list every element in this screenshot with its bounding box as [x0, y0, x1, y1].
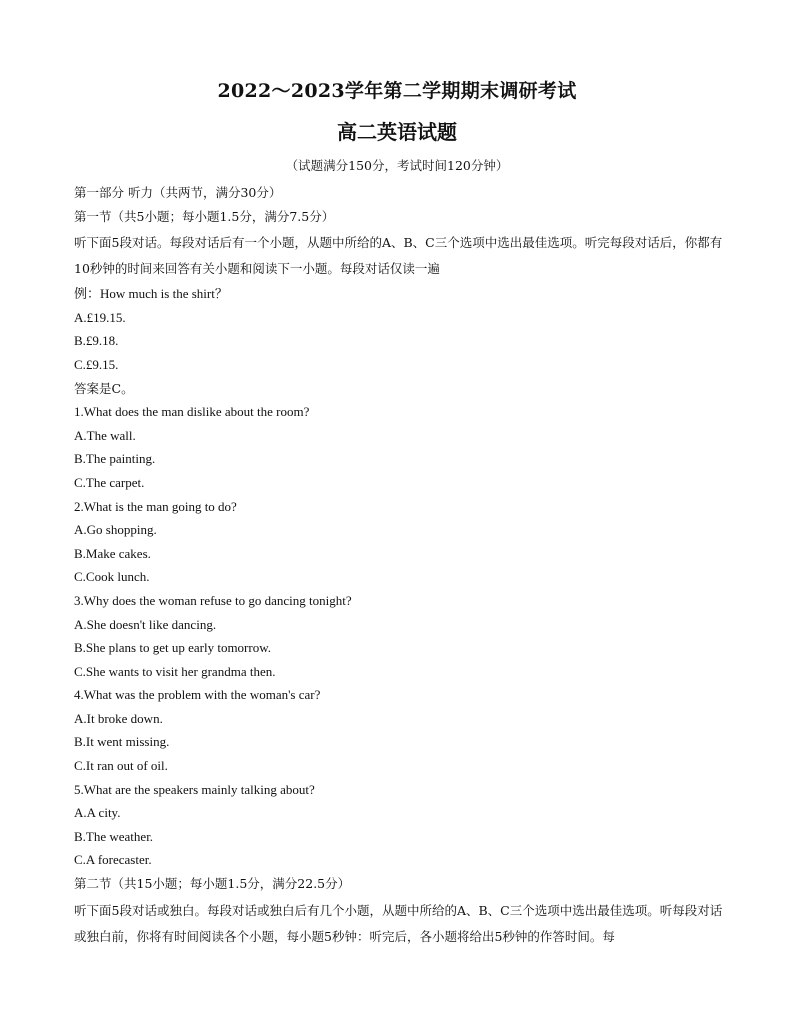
question-2: 2.What is the man going to do? — [74, 498, 237, 514]
example-option-c: C.£9.15. — [74, 356, 119, 372]
question-4-option-c: C.It ran out of oil. — [74, 758, 168, 774]
question-5-option-a: A.A city. — [74, 805, 121, 821]
example-option-b: B.£9.18. — [74, 333, 119, 349]
question-2-option-a: A.Go shopping. — [74, 522, 157, 538]
example-option-a: A.£19.15. — [74, 309, 126, 325]
example-answer: 答案是C。 — [74, 380, 134, 396]
example-question: 例：How much is the shirt？ — [74, 286, 228, 302]
question-5-option-b: B.The weather. — [74, 828, 154, 844]
question-2-option-c: C.Cook lunch. — [74, 569, 150, 585]
exam-title: 2022～2023学年第二学期期末调研考试 — [217, 80, 577, 102]
section2-heading: 第二节（共15小题；每小题1.5分，满分22.5分） — [74, 876, 351, 892]
part1-heading: 第一部分 听力（共两节，满分30分） — [74, 185, 282, 200]
exam-subject-title: 高二英语试题 — [337, 120, 457, 144]
question-3-option-b: B.She plans to get up early tomorrow. — [74, 640, 272, 656]
question-5: 5.What are the speakers mainly talking about? — [74, 781, 315, 797]
question-2-option-b: B.Make cakes. — [74, 545, 151, 561]
question-3-option-c: C.She wants to visit her grandma then. — [74, 663, 276, 679]
question-5-option-c: C.A forecaster. — [74, 852, 152, 868]
question-1-option-c: C.The carpet. — [74, 474, 145, 490]
exam-body — [74, 181, 724, 950]
exam-score-time-note: （试题满分150分，考试时间120分钟） — [285, 158, 509, 173]
section1-heading: 第一节（共5小题；每小题1.5分，满分7.5分） — [74, 208, 335, 224]
question-1-option-a: A.The wall. — [74, 427, 136, 443]
question-4-option-b: B.It went missing. — [74, 734, 170, 750]
question-1: 1.What does the man dislike about the room? — [74, 404, 310, 420]
question-4: 4.What was the problem with the woman's car? — [74, 687, 321, 703]
question-3: 3.Why does the woman refuse to go dancing tonight? — [74, 592, 352, 608]
question-1-option-b: B.The painting. — [74, 451, 156, 467]
section2-instructions: 听下面5段对话或独白。每段对话或独白后有几个小题，从题中所给的A、B、C三个选项中选出最佳选项。听每段对话或独白前，你将有时间阅读各个小题，每小题5秒钟：听完后，各小题将给出5秒钟的作答时间。每 — [74, 902, 723, 944]
section1-instructions: 听下面5段对话。每段对话后有一个小题，从题中所给的A、B、C三个选项中选出最佳选项。听完每段对话后，你都有10秒钟的时间来回答有关小题和阅读下一小题。每段对话仅读一遍 — [74, 235, 723, 277]
question-3-option-a: A.She doesn't like dancing. — [74, 616, 217, 632]
question-4-option-a: A.It broke down. — [74, 710, 163, 726]
